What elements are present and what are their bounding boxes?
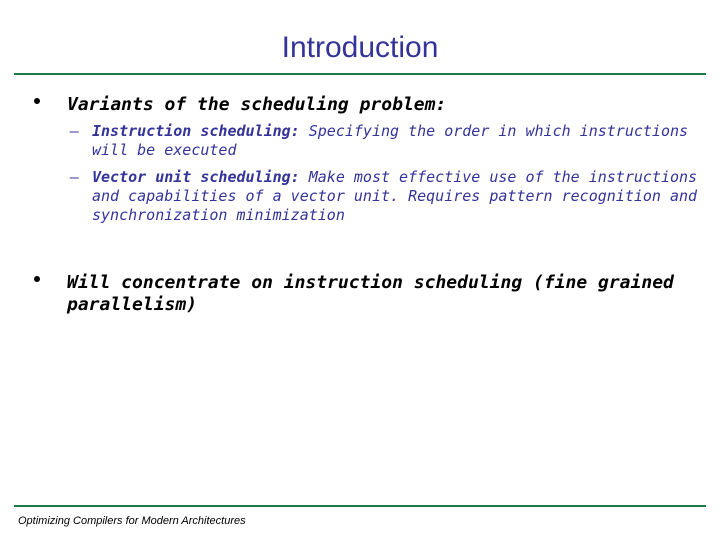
subitem-text: Make most effective use of the instructions and capabilities of a vector unit. Requires pattern recognition and synchronization minimization bbox=[92, 168, 698, 224]
subitem-instruction-scheduling bbox=[70, 122, 712, 160]
subitem-vector-unit-scheduling bbox=[70, 168, 712, 225]
dash-icon: — bbox=[70, 122, 80, 140]
footer-divider bbox=[14, 505, 706, 507]
footer-text: Optimizing Compilers for Modern Architectures bbox=[18, 515, 246, 527]
slide-title: Introduction bbox=[281, 31, 439, 64]
subitem-label: Instruction scheduling: bbox=[92, 122, 300, 140]
bullet-variants: Variants of the scheduling problem: bbox=[67, 94, 447, 115]
dash-icon: — bbox=[70, 168, 80, 186]
bullet-concentrate: Will concentrate on instruction scheduling (fine grained parallelism) bbox=[67, 272, 674, 315]
bullet-dot-icon bbox=[34, 98, 40, 104]
title-divider bbox=[14, 73, 706, 75]
subitem-text: Specifying the order in which instructions will be executed bbox=[92, 122, 689, 159]
subitem-label: Vector unit scheduling: bbox=[92, 168, 300, 186]
bullet-dot-icon bbox=[34, 276, 40, 282]
